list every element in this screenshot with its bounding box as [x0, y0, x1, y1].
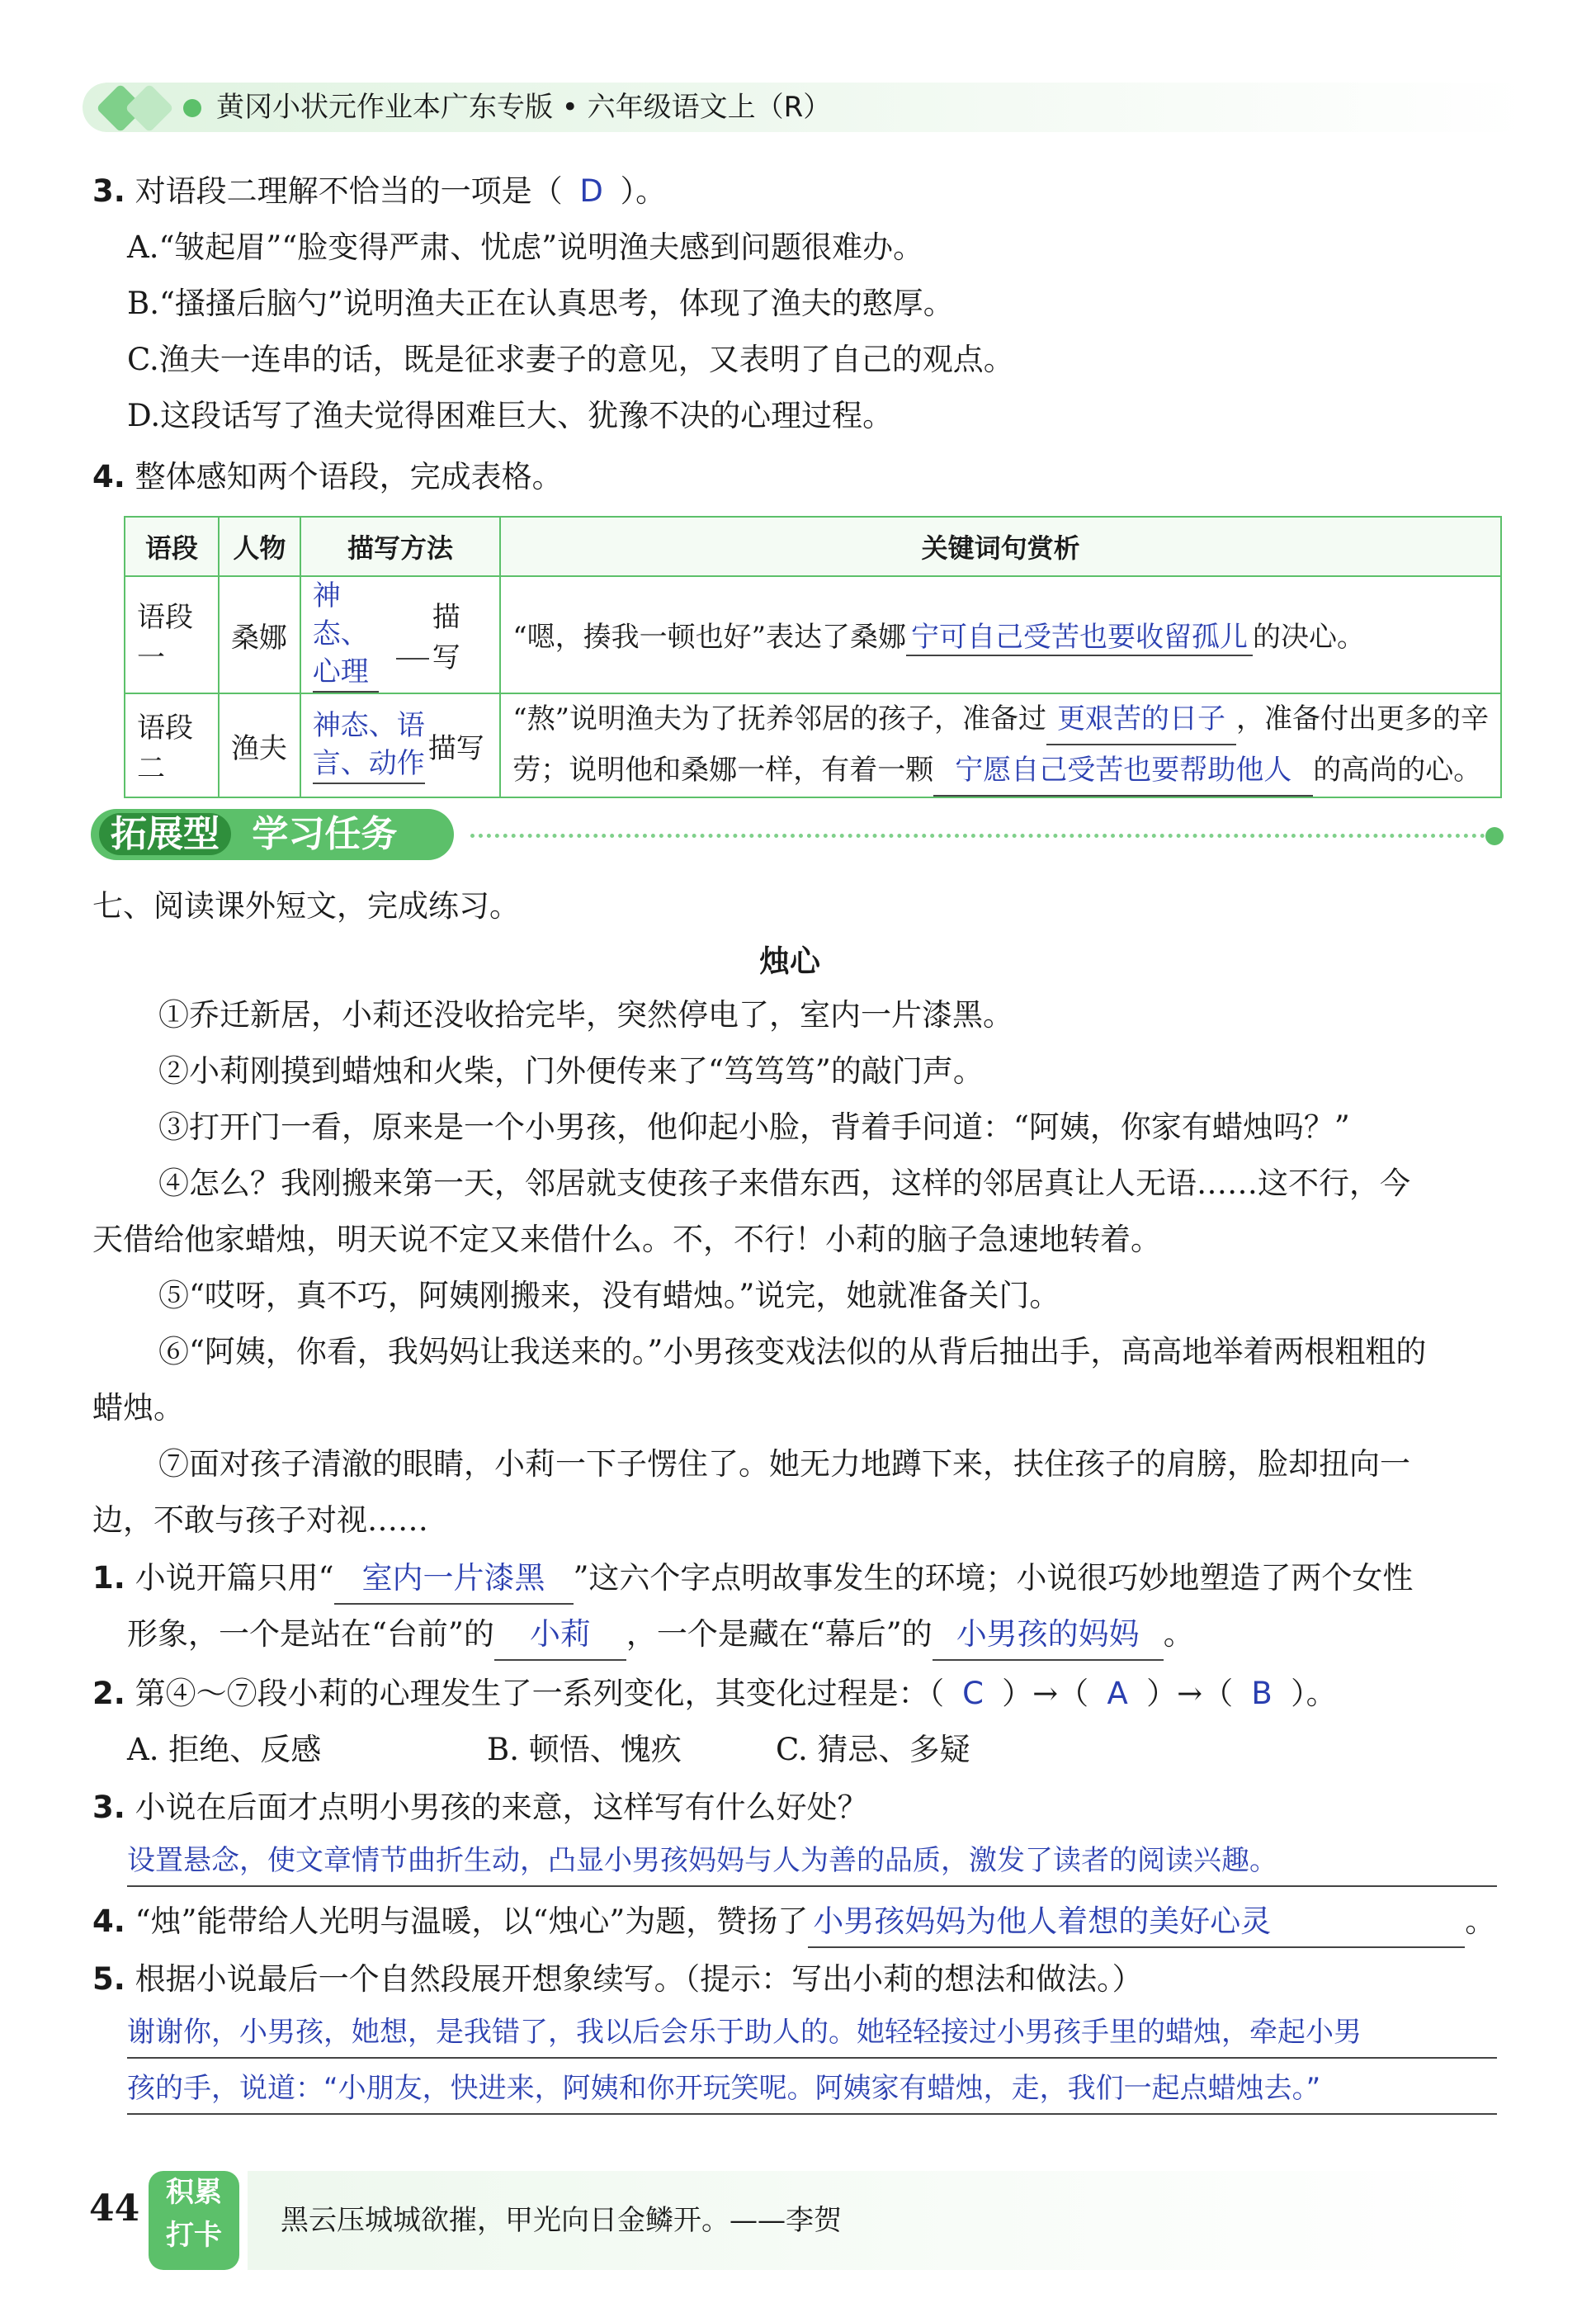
- table-cell-section: 语段一: [125, 576, 219, 693]
- section-heading: 七、阅读课外短文，完成练习。: [92, 888, 520, 924]
- dotted-divider: [470, 834, 1485, 838]
- option-d: D.这段话写了渔夫觉得困难巨大、犹豫不决的心理过程。: [127, 398, 894, 433]
- question-close: ）。: [620, 173, 667, 209]
- option-b: B.“搔搔后脑勺”说明渔夫正在认真思考，体现了渔夫的憨厚。: [127, 286, 954, 321]
- option-a: A.“皱起眉”“脸变得严肃、忧虑”说明渔夫感到问题很难办。: [127, 229, 924, 265]
- answer-line[interactable]: 设置悬念，使文章情节曲折生动，凸显小男孩妈妈与人为善的品质，激发了读者的阅读兴趣。: [127, 1836, 1497, 1887]
- arrow-text: ）→（: [1002, 1676, 1089, 1711]
- question-number: 3.: [92, 1790, 125, 1825]
- method-suffix: 描写: [432, 601, 460, 674]
- analysis-text: 的决心。: [1253, 620, 1365, 654]
- question-text: 。: [1163, 1616, 1194, 1652]
- question-number: 2.: [92, 1676, 125, 1711]
- method-suffix: 描写: [427, 731, 484, 765]
- story-paragraph: ③打开门一看，原来是一个小男孩，他仰起小脸，背着手问道：“阿姨，你家有蜡烛吗？”: [158, 1109, 1350, 1145]
- table-header: 人物: [219, 517, 300, 576]
- question-text: “烛”能带给人光明与温暖，以“烛心”为题，赞扬了: [135, 1903, 809, 1939]
- story-paragraph: 天借给他家蜡烛，明天说不定又来借什么。不，不行！小莉的脑子急速地转着。: [92, 1222, 1161, 1257]
- footer-quote: 黑云压城城欲摧，甲光向日金鳞开。——李贺: [281, 2204, 842, 2237]
- analysis-text: “嗯，揍我一顿也好”表达了桑娜: [512, 620, 906, 654]
- story-paragraph: ①乔迁新居，小莉还没收拾完毕，突然停电了，室内一片漆黑。: [158, 997, 1013, 1033]
- question-text: 形象，一个是站在“台前”的: [127, 1616, 494, 1652]
- table-cell-section: 语段二: [125, 693, 219, 797]
- answer-choice[interactable]: B: [1251, 1676, 1273, 1711]
- option-c: C.渔夫一连串的话，既是征求妻子的意见，又表明了自己的观点。: [127, 342, 1014, 377]
- question-number: 1.: [92, 1560, 125, 1596]
- answer-choice[interactable]: C: [962, 1676, 984, 1711]
- s7-question-3: [92, 1783, 868, 1832]
- arrow-text: ）→（: [1146, 1676, 1234, 1711]
- analysis-answer[interactable]: 宁愿自己受苦也要帮助他人: [933, 745, 1313, 797]
- accumulate-badge: [149, 2171, 239, 2270]
- answer-line[interactable]: 谢谢你，小男孩，她想，是我错了，我以后会乐于助人的。她轻轻接过小男孩手里的蜡烛，牵起小男: [127, 2007, 1497, 2059]
- s7-question-2: [92, 1669, 1337, 1719]
- table-header: 描写方法: [300, 517, 501, 576]
- question-4: [92, 452, 563, 502]
- banner-label-2: 学习任务: [252, 813, 398, 855]
- question-number: 4.: [92, 459, 125, 494]
- badge-label: 打卡: [166, 2219, 222, 2252]
- divider-dot-icon: [1485, 827, 1504, 845]
- table-cell-analysis: [500, 576, 1501, 693]
- answer-blank[interactable]: 小莉: [494, 1610, 626, 1661]
- s7-question-1: [92, 1553, 1413, 1605]
- story-title: 烛心: [759, 943, 820, 979]
- analysis-text: ，准备付出更多的辛: [1236, 702, 1489, 735]
- analysis-text: 的高尚的心。: [1313, 754, 1482, 787]
- answer-choice[interactable]: A: [1107, 1676, 1128, 1711]
- header-title: 黄冈小状元作业本广东专版 • 六年级语文上（R）: [216, 91, 832, 124]
- analysis-answer[interactable]: 更艰苦的日子: [1046, 694, 1236, 745]
- question-text: ，一个是藏在“幕后”的: [626, 1616, 933, 1652]
- answer-choice[interactable]: D: [579, 173, 603, 209]
- question-text: 第④～⑦段小莉的心理发生了一系列变化，其变化过程是：（: [135, 1676, 945, 1711]
- answer-line[interactable]: 孩的手，说道：“小朋友，快进来，阿姨和你开玩笑呢。阿姨家有蜡烛，走，我们一起点蜡烛去。”: [127, 2064, 1497, 2115]
- question-number: 5.: [92, 1961, 125, 1997]
- question-stem: 整体感知两个语段，完成表格。: [135, 459, 563, 494]
- method-answer[interactable]: 言、动作: [313, 745, 425, 784]
- answer-blank[interactable]: 小男孩妈妈为他人着想的美好心灵: [808, 1897, 1465, 1948]
- question-3: [92, 167, 666, 216]
- s7-option-a: A. 拒绝、反感: [127, 1732, 322, 1767]
- table-cell-analysis: [500, 693, 1501, 797]
- story-paragraph: ⑦面对孩子清澈的眼睛，小莉一下子愣住了。她无力地蹲下来，扶住孩子的肩膀，脸却扭向一: [158, 1446, 1410, 1482]
- analysis-text: 劳；说明他和桑娜一样，有着一颗: [512, 754, 934, 787]
- story-paragraph: 边，不敢与孩子对视……: [92, 1502, 428, 1538]
- analysis-answer[interactable]: 宁可自己受苦也要收留孤儿: [906, 614, 1253, 656]
- table-cell-person: 渔夫: [219, 693, 300, 797]
- s7-question-1-line-2: [127, 1610, 1194, 1661]
- badge-label: 积累: [166, 2176, 222, 2209]
- question-text: 小说在后面才点明小男孩的来意，这样写有什么好处？: [135, 1790, 868, 1825]
- table-header: 语段: [125, 517, 219, 576]
- table-row: [125, 576, 1501, 693]
- s7-option-c: C. 猜忌、多疑: [776, 1732, 970, 1767]
- analysis-table: [124, 516, 1502, 798]
- header-dot-icon: [183, 99, 201, 117]
- story-paragraph: ④怎么？我刚搬来第一天，邻居就支使孩子来借东西，这样的邻居真让人无语……这不行，今: [158, 1166, 1410, 1201]
- table-header-row: [125, 517, 1501, 576]
- table-cell-method: [300, 576, 501, 693]
- question-text: 小说开篇只用“: [135, 1560, 334, 1596]
- question-number: 4.: [92, 1903, 125, 1939]
- question-close: 。: [1465, 1903, 1496, 1939]
- story-paragraph: 蜡烛。: [92, 1390, 184, 1426]
- question-close: ）。: [1291, 1676, 1337, 1711]
- story-paragraph: ⑤“哎呀，真不巧，阿姨刚搬来，没有蜡烛。”说完，她就准备关门。: [158, 1278, 1060, 1313]
- table-row: [125, 693, 1501, 797]
- s7-option-b: B. 顿悟、愧疚: [487, 1732, 682, 1767]
- s7-question-5: [92, 1955, 1143, 2004]
- question-text: 根据小说最后一个自然段展开想象续写。（提示：写出小莉的想法和做法。）: [135, 1961, 1143, 1997]
- method-answer[interactable]: 神态、语: [312, 709, 425, 742]
- table-cell-person: 桑娜: [219, 576, 300, 693]
- answer-blank[interactable]: 室内一片漆黑: [334, 1553, 574, 1605]
- section-banner-label: [99, 809, 397, 860]
- table-header: 关键词句赏析: [500, 517, 1501, 576]
- question-text: ”这六个字点明故事发生的环境；小说很巧妙地塑造了两个女性: [573, 1560, 1414, 1596]
- page-number: 44: [89, 2187, 140, 2230]
- analysis-text: “熬”说明渔夫为了抚养邻居的孩子，准备过: [512, 702, 1046, 735]
- method-answer[interactable]: 心理: [313, 653, 379, 693]
- question-stem: 对语段二理解不恰当的一项是（: [135, 173, 563, 209]
- question-number: 3.: [92, 173, 125, 209]
- story-paragraph: ⑥“阿姨，你看，我妈妈让我送来的。”小男孩变戏法似的从背后抽出手，高高地举着两根粗粗的: [158, 1334, 1427, 1369]
- story-paragraph: ②小莉刚摸到蜡烛和火柴，门外便传来了“笃笃笃”的敲门声。: [158, 1053, 984, 1089]
- s7-question-4: [92, 1897, 1495, 1948]
- method-answer[interactable]: 神态、: [312, 579, 369, 650]
- table-cell-method: [300, 693, 501, 797]
- banner-label-1: 拓展型: [99, 813, 231, 855]
- answer-blank[interactable]: 小男孩的妈妈: [933, 1610, 1164, 1661]
